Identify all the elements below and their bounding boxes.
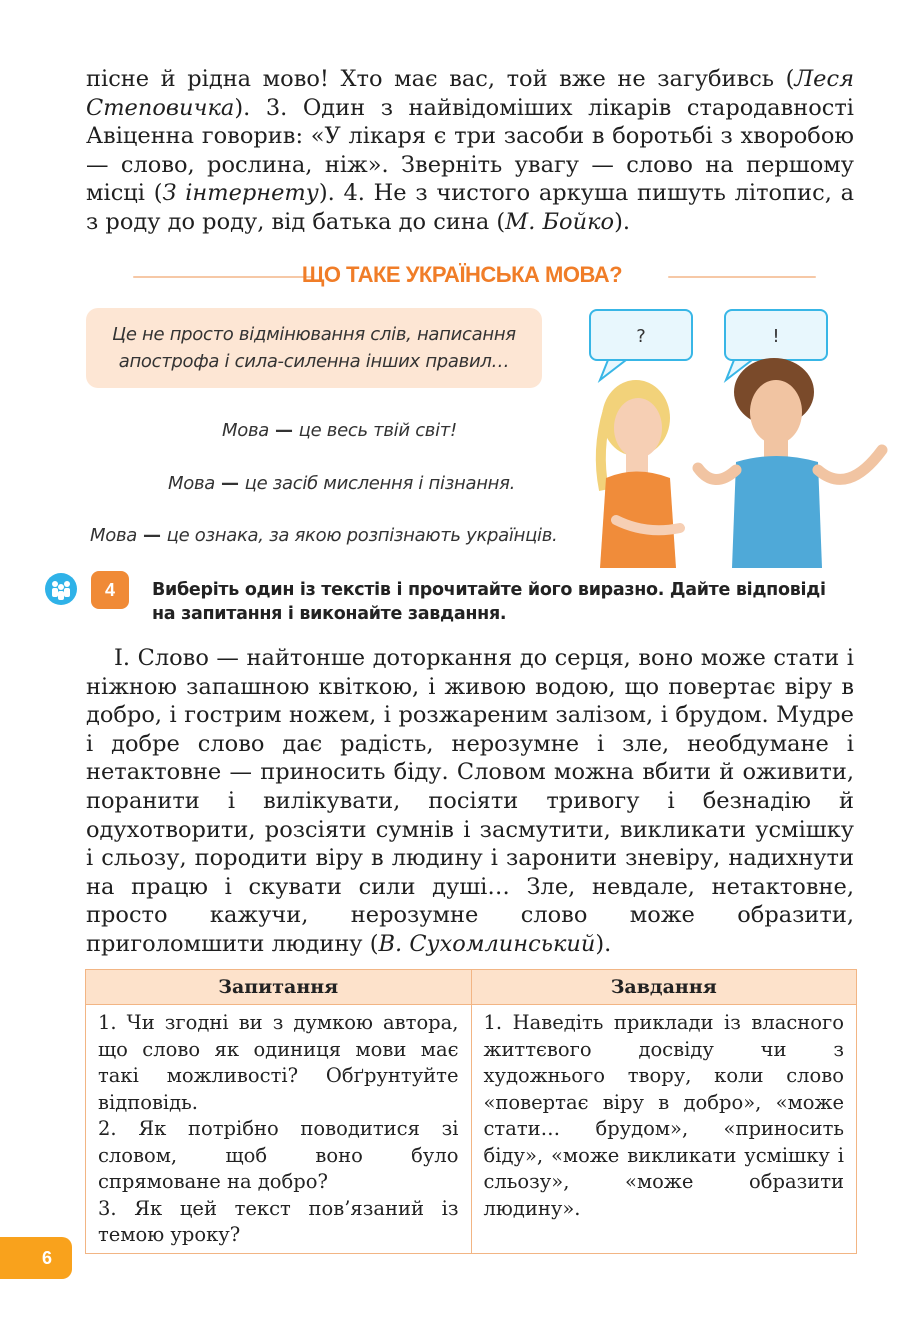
- table-row: [86, 1005, 857, 1254]
- passage-end: ).: [595, 930, 612, 957]
- questions-tasks-table: [85, 969, 857, 1254]
- children-illustration: [586, 300, 896, 568]
- quote-2-dash: —: [214, 473, 245, 494]
- text-passage-1: [86, 644, 854, 959]
- quote-3-dash: —: [136, 525, 167, 546]
- intro-text-2: ). 3. Один з найвідоміших лікарів стародавності Авіценна говорив: «У лікаря є три засоби в боротьбі з хворобою — слово, рослина, ніж». Зверніть увагу — слово на першому місці (: [86, 94, 854, 207]
- definition-line-1: Це не просто відмінювання слів, написання: [112, 324, 516, 345]
- quote-1-text: це весь твій світ!: [298, 420, 457, 441]
- quote-3: [90, 525, 557, 546]
- quote-1-word: Мова: [222, 420, 269, 441]
- definition-box: [86, 308, 542, 388]
- header-questions: Запитання: [86, 970, 472, 1005]
- question-1: 1. Чи згодні ви з думкою автора, що слово як одиниця мови має такі можливості? Обґрунтуйте відповідь.: [98, 1011, 459, 1114]
- page-number: 6: [0, 1237, 72, 1279]
- passage-author: В. Сухомлинський: [378, 930, 596, 957]
- quote-2-text: це засіб мислення і пізнання.: [244, 473, 516, 494]
- tasks-cell: [471, 1005, 857, 1254]
- intro-paragraph: [86, 65, 854, 237]
- quote-3-word: Мова: [90, 525, 137, 546]
- quote-3-text: це ознака, за якою розпізнають українців.: [166, 525, 558, 546]
- passage-body: І. Слово — найтонше доторкання до серця, воно може стати і ніжною запашною квіткою, і живою водою, що повертає віру в добро, і гострим ножем, і розжареним залізом, і брудом. Мудре і добре слово дає радість, нерозумне і зле, необдумане і нетактовне — приносить біду. Словом можна вбити й оживити, поранити і вилікувати, посіяти тривогу і безнадію й одухотворити, розсіяти сумнів і засмутити, викликати усмішку і сльозу, породити віру в людину і заронити зневіру, надихнути на працю і скувати сили душі… Зле, невдале, нетактовне, просто кажучи, нерозумне слово може образити, приголомшити людину (: [86, 645, 854, 957]
- intro-text-end: ).: [614, 208, 631, 235]
- header-tasks: Завдання: [471, 970, 857, 1005]
- question-3: 3. Як цей текст пов’язаний із темою уроку?: [98, 1196, 459, 1246]
- intro-text-3: ). 4. Не з чистого аркуша пишуть літопис, а з роду до роду, від батька до сина (: [86, 180, 854, 235]
- speech-bubble-exclamation: !: [724, 309, 828, 361]
- intro-text-1: пісне й рідна мово! Хто має вас, той вже не загубивсь (: [86, 66, 795, 92]
- quote-2-word: Мова: [168, 473, 215, 494]
- task-number: 4: [91, 571, 129, 609]
- question-2: 2. Як потрібно поводитися зі словом, щоб воно було спрямоване на добро?: [98, 1117, 459, 1193]
- intro-source: З інтернету: [162, 180, 319, 207]
- task-1: 1. Наведіть приклади із власного життєвого досвіду чи з художнього твору, коли слово «повертає віру в добро», «може стати… брудом», «приносить біду», «може викликати усмішку і сльозу», «може образити людину».: [483, 1011, 844, 1220]
- group-work-icon: [45, 573, 77, 605]
- task-instruction: Виберіть один із текстів і прочитайте його виразно. Дайте відповіді на запитання і виконайте завдання.: [152, 580, 826, 624]
- quote-1-dash: —: [268, 420, 299, 441]
- table-header-row: [86, 970, 857, 1005]
- quote-1: [222, 420, 457, 441]
- definition-line-2: апострофа і сила-силенна інших правил…: [118, 351, 510, 372]
- quote-2: [168, 473, 515, 494]
- speech-bubble-question: ?: [589, 309, 693, 361]
- intro-author-2: М. Бойко: [505, 208, 615, 235]
- section-title: ЩО ТАКЕ УКРАЇНСЬКА МОВА?: [301, 262, 623, 287]
- intro-author-1: Леся Степовичка: [86, 66, 854, 121]
- questions-cell: [86, 1005, 472, 1254]
